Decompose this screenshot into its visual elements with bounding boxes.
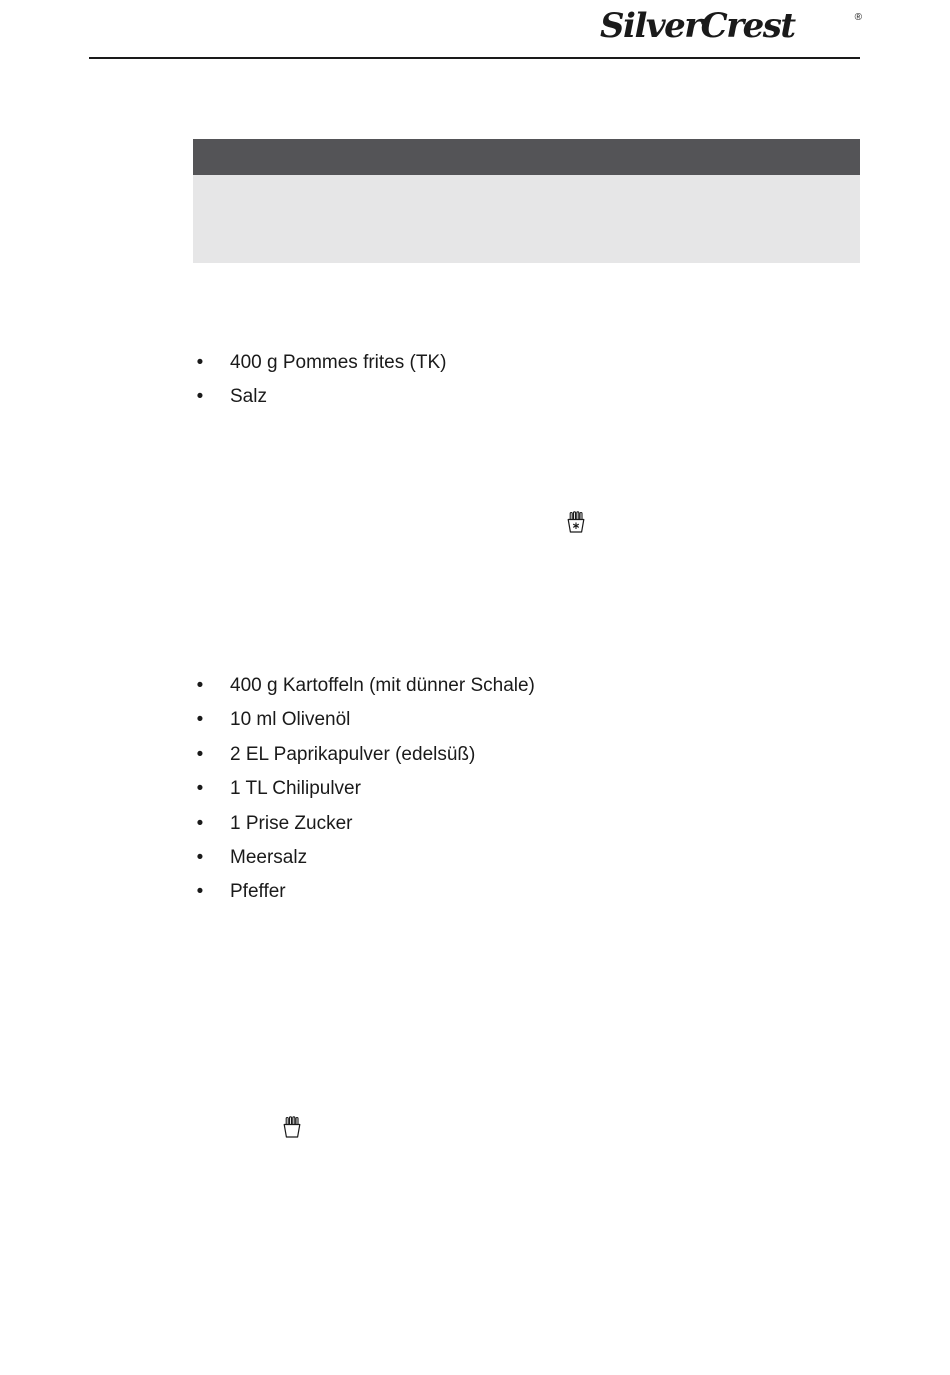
bullet-icon: •	[196, 846, 204, 868]
list-item	[193, 669, 535, 703]
ingredient-text: Meersalz	[230, 846, 308, 868]
section-info-box	[193, 175, 860, 263]
list-item	[193, 807, 535, 841]
list-item	[193, 875, 535, 909]
header-divider	[89, 57, 860, 59]
ingredient-text: Pfeffer	[230, 881, 286, 903]
section-header-bar	[193, 139, 860, 175]
ingredient-text: 1 Prise Zucker	[230, 812, 353, 834]
brand-wordmark: SilverCrest	[600, 6, 795, 46]
bullet-icon: •	[196, 743, 204, 765]
ingredient-text: 400 g Pommes frites (TK)	[230, 352, 447, 373]
bullet-icon: •	[196, 881, 204, 903]
ingredient-list-potato-wedges	[193, 669, 535, 910]
bullet-icon: •	[196, 778, 204, 800]
list-item	[193, 703, 535, 737]
list-item	[193, 738, 535, 772]
ingredient-list-frozen-fries	[193, 346, 446, 415]
bullet-icon: •	[196, 352, 204, 373]
ingredient-text: 10 ml Olivenöl	[230, 709, 351, 731]
ingredient-text: 1 TL Chilipulver	[230, 778, 361, 800]
bullet-icon: •	[196, 812, 204, 834]
brand-logo	[600, 4, 862, 48]
ingredient-text: 400 g Kartoffeln (mit dünner Schale)	[230, 675, 535, 696]
list-item	[193, 380, 446, 414]
bullet-icon: •	[196, 675, 204, 696]
list-item	[193, 346, 446, 380]
ingredient-text: 2 EL Paprikapulver (edelsüß)	[230, 743, 476, 765]
list-item	[193, 841, 535, 875]
registered-mark: ®	[854, 12, 862, 23]
ingredient-text: Salz	[230, 386, 267, 408]
fries-frozen-icon	[567, 511, 585, 533]
bullet-icon: •	[196, 709, 204, 731]
list-item	[193, 772, 535, 806]
bullet-icon: •	[196, 386, 204, 408]
fries-icon	[283, 1116, 301, 1138]
